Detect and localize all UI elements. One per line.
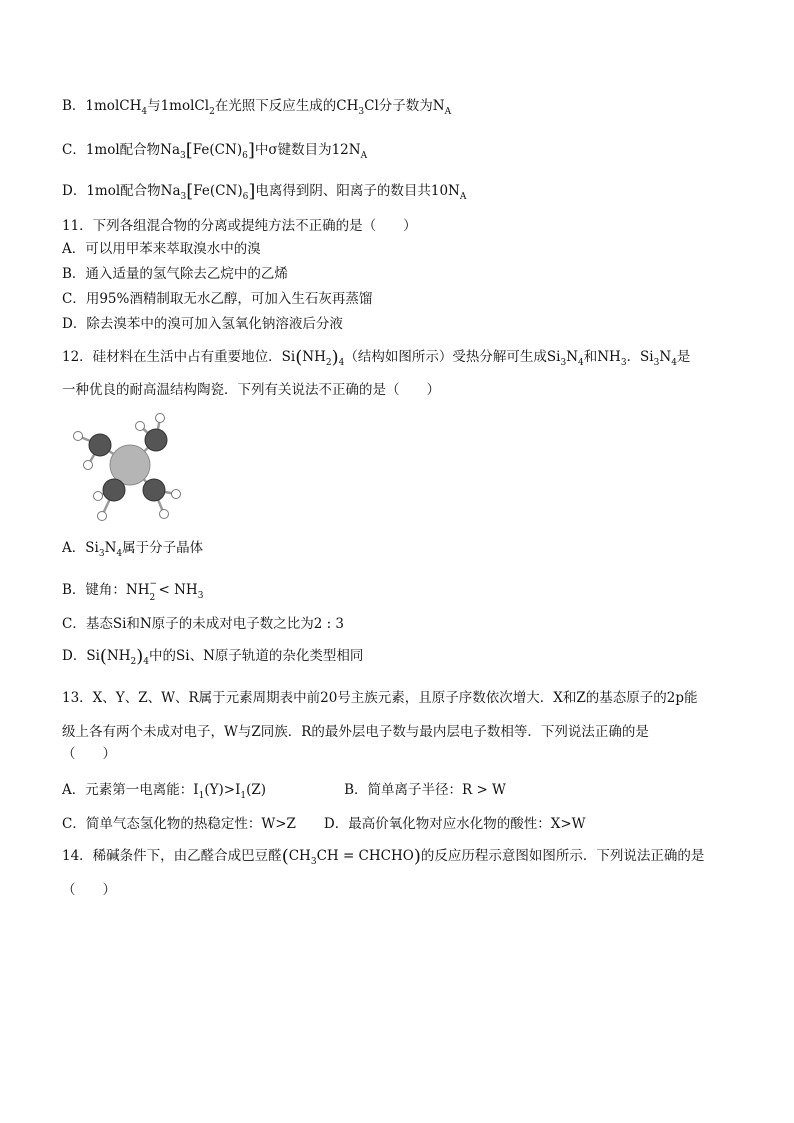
q12-option-d bbox=[62, 646, 363, 672]
nitrogen-atom bbox=[103, 479, 125, 501]
subscript: 3 bbox=[180, 151, 186, 161]
text: A．Si bbox=[62, 540, 99, 556]
text: Fe(CN) bbox=[192, 142, 243, 158]
subscript: 6 bbox=[242, 192, 249, 202]
hydrogen-atom bbox=[98, 512, 107, 521]
subscript: 2 bbox=[130, 657, 137, 667]
subscript: 3 bbox=[310, 857, 317, 867]
text: N bbox=[566, 349, 578, 365]
paren: ) bbox=[331, 347, 339, 368]
text: D．1mol配合物Na bbox=[62, 183, 181, 199]
subscript: 3 bbox=[620, 358, 627, 368]
subscript: 3 bbox=[98, 549, 105, 559]
q12-option-a bbox=[62, 538, 203, 564]
nitrogen-atom bbox=[143, 479, 165, 501]
text: D．Si bbox=[62, 648, 100, 664]
subscript: 1 bbox=[198, 791, 205, 801]
q11-option-c: C．用95%酒精制取无水乙醇，可加入生石灰再蒸馏 bbox=[62, 291, 373, 307]
hydrogen-atom bbox=[74, 432, 83, 441]
text: A．元素第一电离能：I bbox=[62, 782, 199, 798]
q11-option-d: D．除去溴苯中的溴可加入氢氧化钠溶液后分液 bbox=[62, 316, 343, 332]
text: 中σ键数目为12N bbox=[254, 142, 361, 158]
text: 的反应历程示意图如图所示．下列说法正确的是 bbox=[420, 848, 705, 864]
q13-option-d: D．最高价氧化物对应水化物的酸性：X>W bbox=[323, 816, 586, 832]
nitrogen-atom bbox=[89, 434, 111, 456]
text: CH bbox=[288, 848, 311, 864]
text: 是 bbox=[676, 349, 691, 365]
q14-stem-line2: （ ） bbox=[62, 882, 116, 898]
q13-option-b: B．简单离子半径：R > W bbox=[344, 782, 506, 798]
text: N bbox=[104, 540, 117, 556]
text: Fe(CN) bbox=[193, 183, 243, 199]
text: Cl分子数为N bbox=[364, 98, 445, 114]
superscript: − bbox=[149, 579, 158, 589]
subscript: 6 bbox=[242, 151, 248, 161]
subscript: 2 bbox=[325, 358, 332, 368]
hydrogen-atom bbox=[84, 461, 93, 470]
text: < NH bbox=[158, 582, 198, 598]
q12-stem-line1 bbox=[62, 347, 690, 373]
text: N bbox=[659, 349, 672, 365]
q12-stem-line2: 一种优良的耐高温结构陶瓷．下列有关说法不正确的是（ ） bbox=[62, 382, 440, 398]
hydrogen-atom bbox=[136, 422, 145, 431]
subscript: 1 bbox=[240, 791, 247, 801]
bracket: [ bbox=[186, 181, 194, 202]
hydrogen-atom bbox=[172, 490, 181, 499]
text: 中的Si、N原子轨道的杂化类型相同 bbox=[149, 648, 364, 664]
bracket: ] bbox=[248, 181, 256, 202]
q10-option-c bbox=[62, 140, 367, 166]
si-nh2-4-molecule-figure bbox=[70, 410, 200, 525]
q13-options-cd bbox=[62, 814, 586, 834]
q12-option-b bbox=[62, 580, 203, 606]
q13-stem-line2: 级上各有两个未成对电子，W与Z同族．R的最外层电子数与最内层电子数相等．下列说法正确的是 bbox=[62, 724, 649, 740]
q12-option-c: C．基态Si和N原子的未成对电子数之比为2 : 3 bbox=[62, 616, 345, 632]
subscript: A bbox=[444, 107, 452, 117]
text: NH bbox=[302, 349, 326, 365]
bracket: [ bbox=[185, 140, 193, 161]
q11-option-a: A．可以用甲苯来萃取溴水中的溴 bbox=[62, 241, 261, 257]
subscript: 4 bbox=[143, 657, 150, 667]
q10-option-d bbox=[62, 181, 466, 207]
text: B．1molCH bbox=[62, 98, 142, 114]
text: 属于分子晶体 bbox=[122, 540, 204, 556]
q13-options-ab bbox=[62, 780, 506, 806]
subscript: 4 bbox=[578, 358, 584, 368]
q11-stem: 11．下列各组混合物的分离或提纯方法不正确的是（ ） bbox=[62, 218, 417, 234]
bracket: ] bbox=[247, 140, 255, 161]
subscript: 4 bbox=[116, 549, 123, 559]
paren: ) bbox=[413, 846, 421, 867]
q13-option-c: C．简单气态氢化物的热稳定性：W>Z bbox=[62, 816, 296, 832]
text: C．1mol配合物Na bbox=[62, 142, 181, 158]
text: （结构如图所示）受热分解可生成Si bbox=[344, 349, 561, 365]
subscript: 3 bbox=[653, 358, 660, 368]
text: 与1molCl bbox=[147, 98, 210, 114]
hydrogen-atom bbox=[160, 510, 169, 519]
subscript: 2 bbox=[149, 593, 156, 603]
subscript: 3 bbox=[197, 591, 204, 601]
text: B．键角：NH bbox=[62, 582, 150, 598]
text: (Y)>I bbox=[204, 782, 241, 798]
q10-option-b bbox=[62, 96, 451, 122]
text: ．Si bbox=[626, 349, 654, 365]
paren: ( bbox=[281, 846, 289, 867]
subscript: 3 bbox=[358, 107, 365, 117]
paren: ) bbox=[136, 646, 144, 667]
paren: ( bbox=[99, 646, 107, 667]
subscript: A bbox=[459, 192, 467, 202]
q13-stem-line3: （ ） bbox=[62, 746, 116, 762]
subscript: 2 bbox=[209, 107, 215, 117]
subscript: 4 bbox=[338, 358, 345, 368]
text: 电离得到阴、阳离子的数目共10N bbox=[255, 183, 460, 199]
subscript: 4 bbox=[141, 107, 148, 117]
text: 在光照下反应生成的CH bbox=[214, 98, 359, 114]
text: 14．稀碱条件下，由乙醛合成巴豆醛 bbox=[62, 848, 282, 864]
subscript: 3 bbox=[560, 358, 567, 368]
subscript: A bbox=[360, 151, 368, 161]
q13-stem-line1: 13．X、Y、Z、W、R属于元素周期表中前20号主族元素，且原子序数依次增大．X和Z的基态原子的2p能 bbox=[62, 690, 698, 706]
sub-sup-stack bbox=[149, 579, 159, 603]
paren: ( bbox=[295, 347, 303, 368]
subscript: 4 bbox=[671, 358, 677, 368]
hydrogen-atom bbox=[94, 492, 103, 501]
nitrogen-atom bbox=[145, 429, 167, 451]
text: 12．硅材料在生活中占有重要地位．Si bbox=[62, 349, 296, 365]
text: CH = CHCHO bbox=[316, 848, 414, 864]
q14-stem-line1 bbox=[62, 846, 704, 872]
subscript: 3 bbox=[180, 192, 187, 202]
text: 和NH bbox=[583, 349, 621, 365]
q11-option-b: B．通入适量的氢气除去乙烷中的乙烯 bbox=[62, 266, 288, 282]
text: (Z) bbox=[246, 782, 267, 798]
text: NH bbox=[106, 648, 131, 664]
hydrogen-atom bbox=[156, 414, 165, 423]
